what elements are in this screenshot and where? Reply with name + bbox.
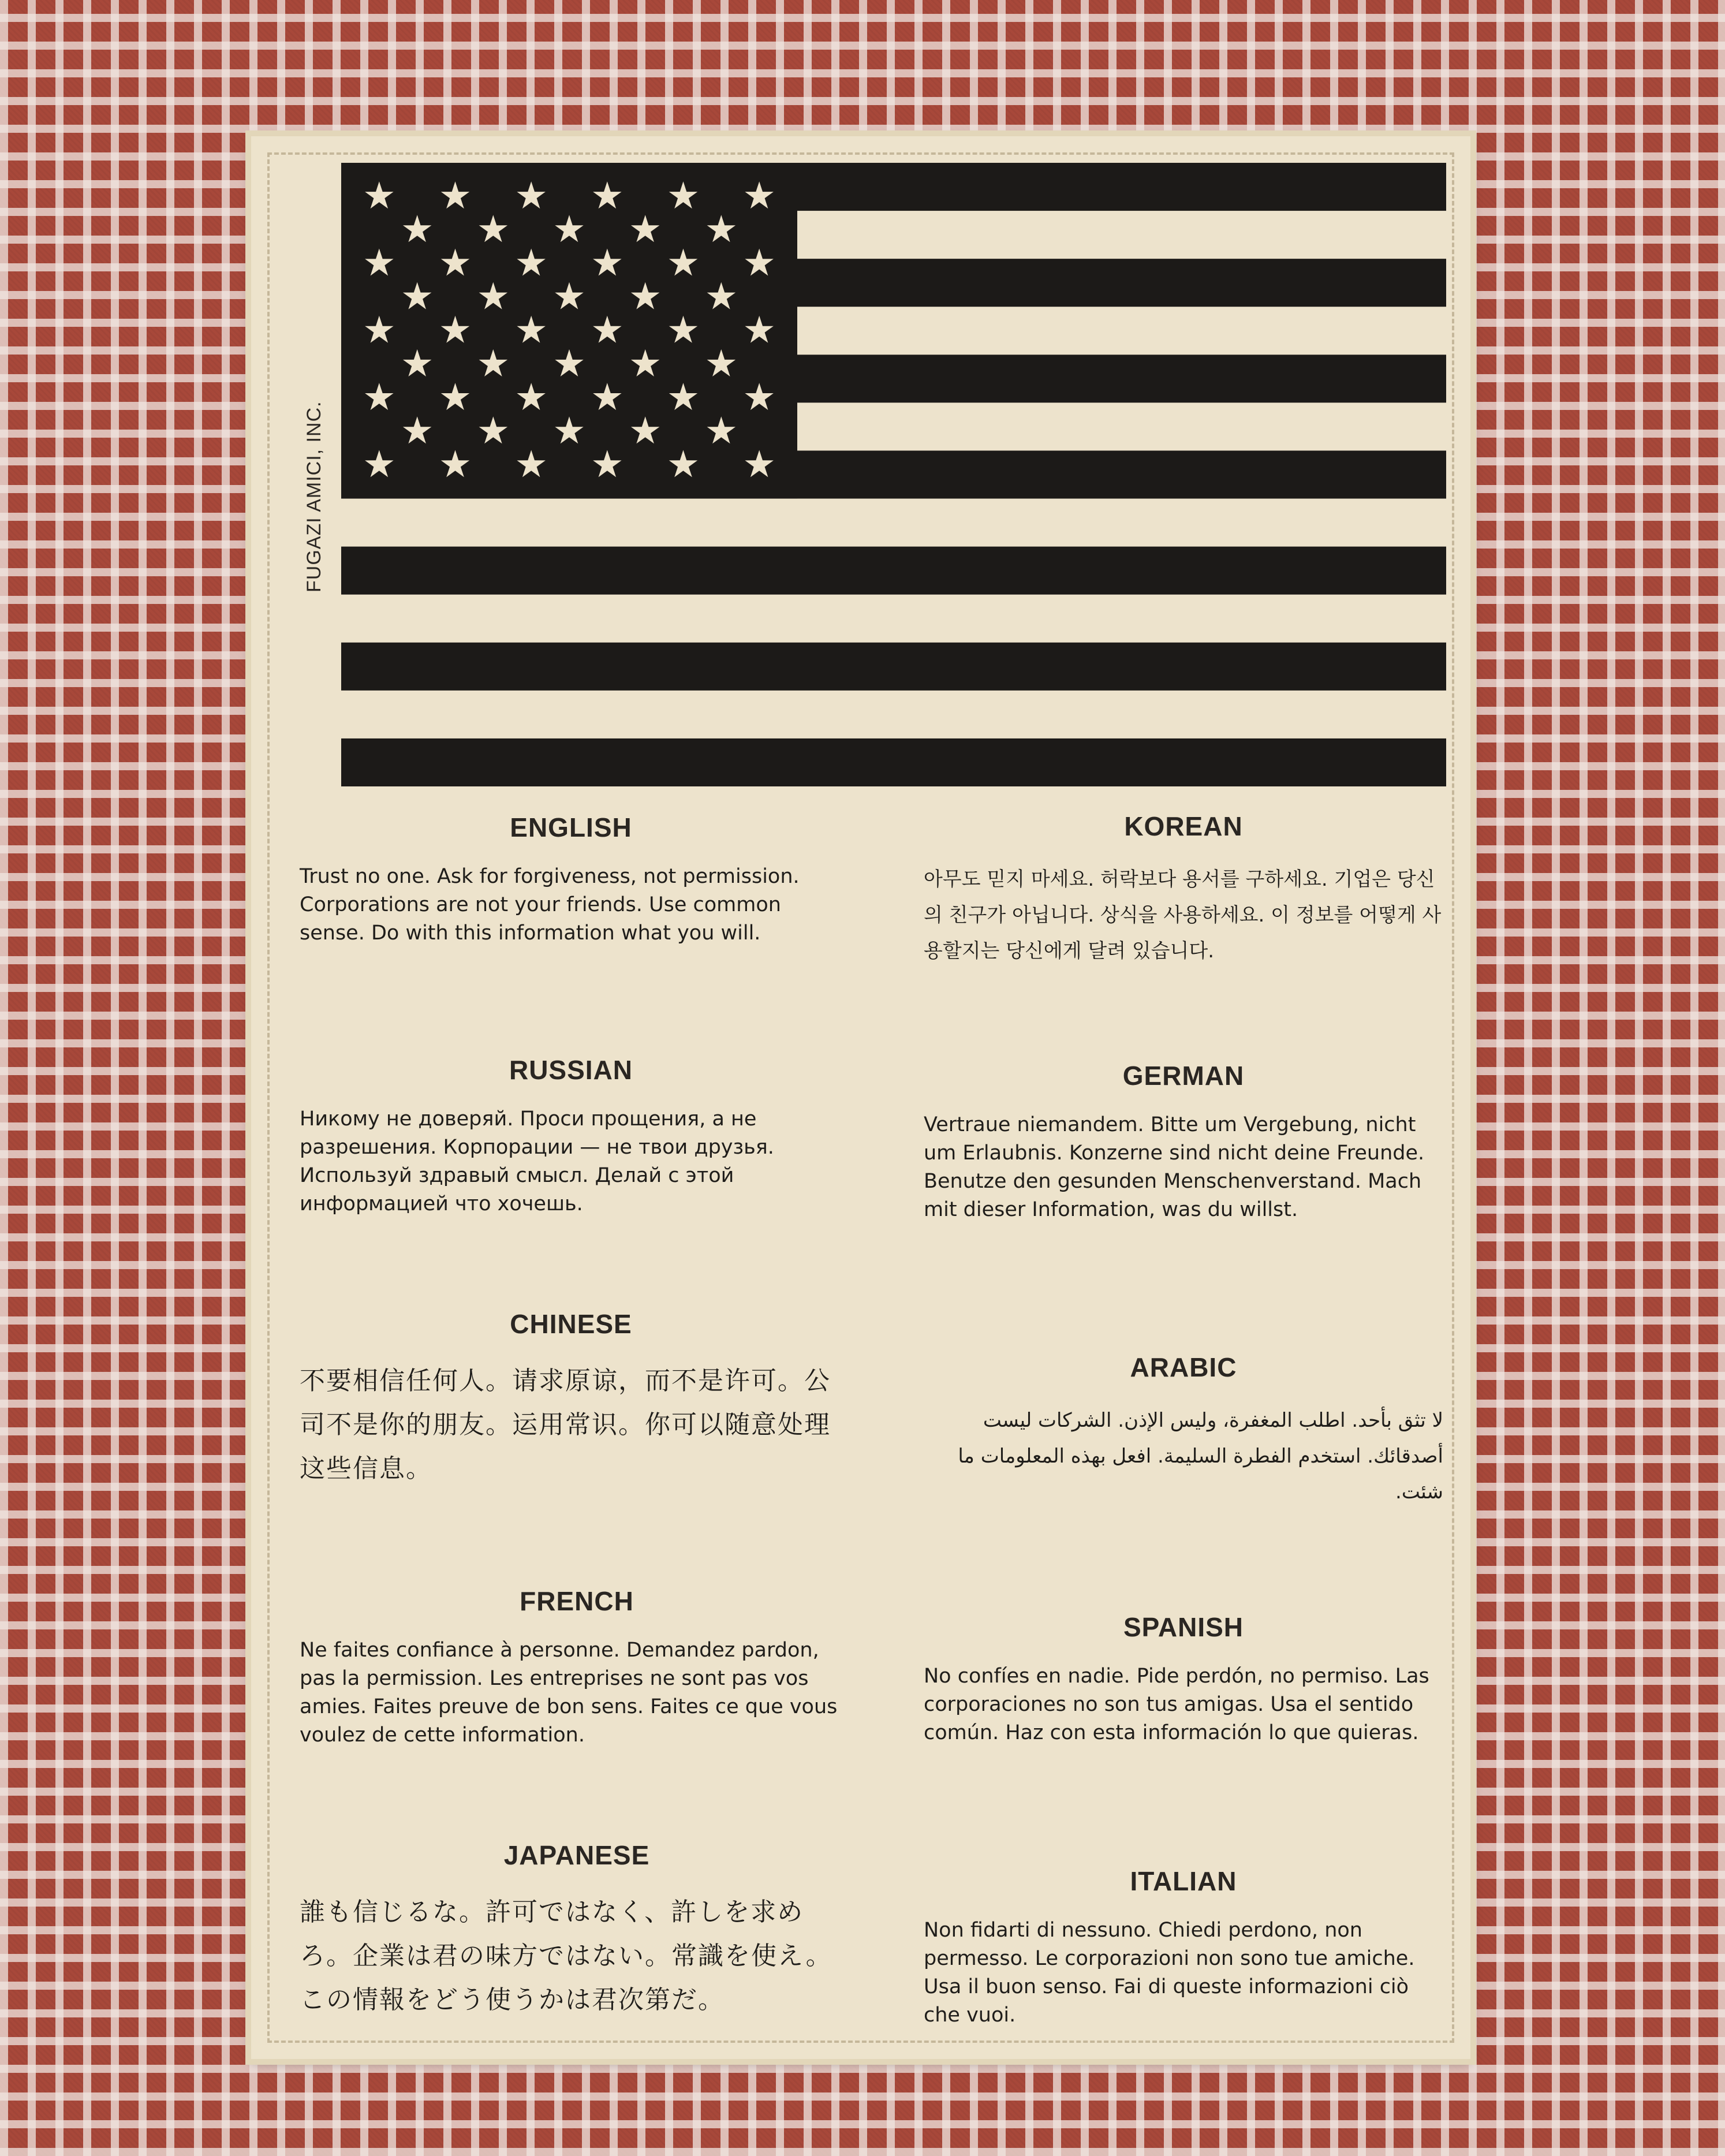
heading-japanese: JAPANESE <box>503 1840 650 1870</box>
section-chinese <box>300 1308 842 1491</box>
text-korean: 아무도 믿지 마세요. 허락보다 용서를 구하세요. 기업은 당신의 친구가 아닙니다. 상식을 사용하세요. 이 정보를 어떻게 사용할지는 당신에게 달려 있습니다. <box>924 868 1442 963</box>
heading-german: GERMAN <box>1122 1061 1245 1091</box>
text-russian: Никому не доверяй. Проси прощения, а не разрешения. Корпорации — не твои друзья. Используй здравый смысл. Делай с этой информацией что хочешь. <box>300 1107 774 1215</box>
section-arabic <box>924 1352 1443 1510</box>
heading-spanish: SPANISH <box>1123 1612 1244 1642</box>
section-french <box>300 1586 854 1750</box>
heading-italian: ITALIAN <box>1130 1866 1237 1896</box>
text-chinese: 不要相信任何人。请求原谅，而不是许可。公司不是你的朋友。运用常识。你可以随意处理这些信息。 <box>300 1366 831 1483</box>
flag-stripe <box>341 643 1446 691</box>
section-english <box>300 812 842 948</box>
flag-stripe <box>341 738 1446 786</box>
heading-chinese: CHINESE <box>510 1309 632 1339</box>
text-italian: Non fidarti di nessuno. Chiedi perdono, non permesso. Le corporazioni non sono tue amiche. Usa il buon senso. Fai di queste informazioni ciò che vuoi. <box>924 1919 1415 2027</box>
section-japanese <box>300 1840 854 2022</box>
text-german: Vertraue niemandem. Bitte um Vergebung, nicht um Erlaubnis. Konzerne sind nicht deine Freunde. Benutze den gesunden Menschenverstand. Mach mit dieser Information, was du willst. <box>924 1113 1425 1221</box>
heading-english: ENGLISH <box>510 812 632 842</box>
flag-svg <box>341 163 1446 786</box>
section-italian <box>924 1866 1443 2030</box>
fabric-patch <box>251 136 1470 2059</box>
heading-korean: KOREAN <box>1124 811 1243 841</box>
heading-russian: RUSSIAN <box>509 1055 633 1085</box>
heading-arabic: ARABIC <box>1130 1352 1237 1382</box>
section-spanish <box>924 1612 1443 1747</box>
section-german <box>924 1060 1443 1224</box>
section-russian <box>300 1054 842 1218</box>
text-english: Trust no one. Ask for forgiveness, not permission. Corporations are not your friends. Use common sense. Do with this information what you will. <box>300 865 800 945</box>
section-korean <box>924 811 1443 969</box>
flag-stripe <box>341 547 1446 595</box>
text-french: Ne faites confiance à personne. Demandez pardon, pas la permission. Les entreprises ne sont pas vos amies. Faites preuve de bon sens. Faites ce que vous voulez de cette information. <box>300 1639 838 1747</box>
text-japanese: 誰も信じるな。許可ではなく、許しを求めろ。企業は君の味方ではない。常識を使え。この情報をどう使うかは君次第だ。 <box>300 1897 832 2015</box>
text-arabic: لا تثق بأحد. اطلب المغفرة، وليس الإذن. الشركات ليست أصدقائك. استخدم الفطرة السليمة. افعل بهذه المعلومات ما شئت. <box>958 1409 1443 1504</box>
american-flag-print <box>341 163 1446 786</box>
flag-canton <box>341 163 797 499</box>
heading-french: FRENCH <box>520 1586 634 1616</box>
text-spanish: No confíes en nadie. Pide perdón, no permiso. Las corporaciones no son tus amigas. Usa el sentido común. Haz con esta información lo que quieras. <box>924 1665 1429 1744</box>
brand-vertical-text: FUGAZI AMICI, INC. <box>303 401 325 592</box>
